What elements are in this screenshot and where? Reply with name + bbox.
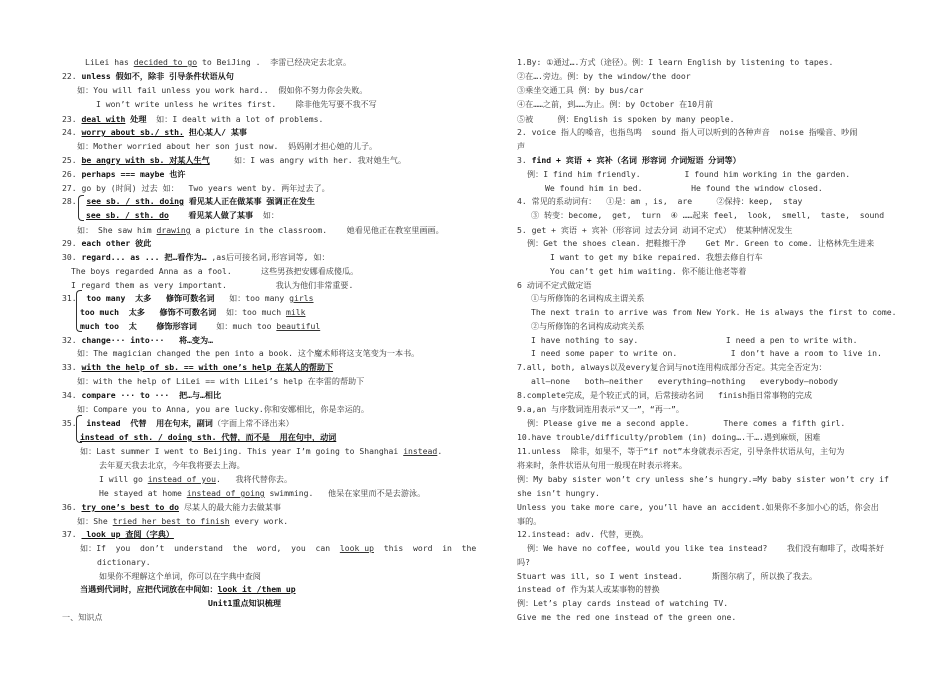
text-line	[517, 57, 833, 68]
text-segment: 5. get + 宾语 + 宾补（形容词 过去分词 动词不定式） 使某种情况发生	[517, 225, 793, 235]
text-segment: 事的。	[517, 516, 542, 526]
text-segment: tried her best to finish	[112, 516, 230, 526]
text-segment: instead of 作为某人或某事物的替换	[517, 584, 660, 594]
text-segment: 如：	[253, 210, 280, 220]
text-segment: regard... as ... 把…看作为…	[81, 252, 207, 262]
text-segment: 如：with the help of LiLei == with LiLei’s help 在李雷的帮助下	[77, 376, 365, 386]
text-segment: milk	[286, 307, 306, 317]
text-segment: see sb. / sth. doing	[86, 196, 184, 206]
text-line	[71, 266, 358, 277]
text-line	[62, 114, 323, 125]
text-line	[62, 252, 330, 263]
text-segment: 如：If you don’t understand the word, you can	[80, 543, 340, 553]
text-line	[545, 183, 823, 194]
text-line	[517, 114, 735, 125]
text-line	[517, 404, 684, 415]
text-segment: 22.	[62, 71, 82, 81]
text-segment: 例：We have no coffee, would you like tea instead? 我们没有咖啡了，改喝茶好	[527, 543, 884, 553]
text-segment: deal with	[81, 114, 126, 124]
text-segment: 4. 常见的系动词有： ①是：am ，is, are ②保持：keep, stay	[517, 196, 803, 206]
text-segment: Give me the red one instead of the green one.	[517, 612, 737, 622]
text-segment: with the help of sb. == with one’s help 在某人的帮助下	[81, 362, 334, 372]
text-line	[527, 418, 845, 429]
text-segment: beautiful	[276, 321, 321, 331]
text-segment: look it /them up	[217, 584, 296, 594]
text-line	[531, 376, 838, 387]
text-segment: 例：Please give me a second apple. There comes a fifth girl.	[527, 418, 846, 428]
text-line	[517, 516, 541, 527]
text-segment: 35.	[62, 418, 87, 428]
text-segment: 如：much too	[196, 321, 277, 331]
text-segment: much too 太 修饰形容词	[80, 321, 197, 331]
text-segment: 将来时，条件状语从句用一般现在时表示将来。	[517, 460, 687, 470]
text-line	[85, 57, 351, 68]
text-segment: 当遇到代词时，应把代词放在中间如：	[80, 584, 218, 594]
text-line	[62, 418, 294, 429]
text-segment: 25.	[62, 155, 82, 165]
text-segment: drawing	[156, 225, 191, 235]
text-line	[517, 502, 879, 513]
text-line	[80, 584, 296, 595]
text-segment: （字面上常不译出来）	[212, 418, 294, 428]
text-line	[62, 238, 151, 249]
text-segment: 如：Mother worried about her son just now. 妈妈刚才担心她的儿子。	[77, 141, 378, 151]
text-segment: 1.By: ①通过….方式（途径）。例：I learn English by listening to tapes.	[517, 57, 834, 67]
text-segment: 37.	[62, 529, 82, 539]
text-segment: I want to get my bike repaired. 我想去修自行车	[550, 252, 763, 262]
text-line	[77, 516, 288, 527]
text-segment: 如：too much	[216, 307, 286, 317]
text-segment: every work.	[229, 516, 289, 526]
text-segment: 23.	[62, 114, 82, 124]
text-line	[517, 488, 600, 499]
text-line	[517, 225, 792, 236]
text-segment: instead of you	[147, 474, 216, 484]
text-line	[517, 474, 889, 485]
text-segment: worry about sb./ sth.	[81, 127, 184, 137]
text-line	[531, 335, 857, 346]
text-segment: look up 查阅（字典）	[81, 529, 174, 539]
text-line	[550, 266, 746, 277]
text-segment: ⑤被 例：English is spoken by many people.	[517, 114, 735, 124]
text-line	[517, 390, 812, 401]
text-segment: Stuart was ill, so I went instead. 斯图尔病了，所以换了我去。	[517, 571, 818, 581]
text-segment: 处理	[125, 114, 152, 124]
text-line	[62, 183, 330, 194]
text-line	[517, 460, 687, 471]
text-segment: 29.	[62, 238, 82, 248]
text-line	[517, 557, 530, 568]
text-segment: 如：She	[77, 516, 113, 526]
text-segment: dictionary.	[97, 557, 151, 567]
text-segment: a picture in the classroom. 她看见他正在教室里画画。	[190, 225, 444, 235]
text-segment: I regard them as very important. 我认为他们非常重要.	[71, 280, 354, 290]
text-line	[62, 502, 281, 513]
text-segment: change··· into··· 将…变为…	[81, 335, 213, 345]
text-line	[517, 155, 741, 166]
text-segment: instead 代替 用在句末，副词	[86, 418, 213, 428]
text-line	[80, 432, 336, 443]
text-segment: 如：I dealt with a lot of problems.	[151, 114, 324, 124]
text-segment: instead	[403, 446, 438, 456]
text-segment: all—none both—neither everything—nothing everybody—nobody	[531, 376, 838, 386]
text-segment: this word in the	[373, 543, 477, 553]
text-line	[517, 99, 713, 110]
text-segment: see sb. / sth. do	[86, 210, 169, 220]
text-line	[517, 71, 691, 82]
text-line	[531, 293, 644, 304]
text-segment: ①与所修饰的名词构成主谓关系	[531, 293, 645, 303]
text-segment: 看见某人正在做某事 强调正在发生	[183, 196, 315, 206]
text-segment: ②在….旁边。例：by the window/the door	[517, 71, 691, 81]
text-segment: try one’s best to do	[81, 502, 179, 512]
text-line	[517, 584, 660, 595]
text-line	[62, 293, 314, 304]
text-segment: ,as后可接名词,形容词等, 如：	[206, 252, 330, 262]
text-line	[527, 169, 850, 180]
text-line	[77, 404, 369, 415]
text-segment: 声	[517, 141, 526, 151]
text-line	[517, 571, 817, 582]
text-line	[80, 446, 442, 457]
text-segment: 33.	[62, 362, 82, 372]
brace-31	[76, 290, 82, 332]
text-line	[517, 196, 802, 207]
text-line	[62, 390, 221, 401]
text-segment: 例：My baby sister won’t cry unless she’s hungry.=My baby sister won’t cry if	[517, 474, 889, 484]
text-line	[71, 280, 353, 291]
text-line	[77, 348, 419, 359]
text-segment: 36.	[62, 502, 82, 512]
text-segment: I need some paper to write on. I don’t have a room to live in.	[531, 348, 882, 358]
text-line	[208, 598, 281, 609]
text-segment: 例：Get the shoes clean. 把鞋擦干净 Get Mr. Green to come. 让格林先生进来	[527, 238, 875, 248]
text-line	[97, 557, 151, 568]
text-segment: instead of sth. / doing sth. 代替，而不是 用在句中，动词	[80, 432, 337, 442]
text-segment: ③乘坐交通工具 例：by bus/car	[517, 85, 644, 95]
text-segment: 如：I was angry with her. 我对她生气。	[209, 155, 407, 165]
text-line	[62, 71, 234, 82]
brace-35	[76, 415, 82, 443]
text-segment: 例：Let’s play cards instead of watching TV.	[517, 598, 729, 608]
text-segment: . 我将代替你去。	[215, 474, 293, 484]
text-line	[517, 612, 736, 623]
text-segment: 3.	[517, 155, 532, 165]
text-segment: We found him in bed. He found the window closed.	[545, 183, 823, 193]
text-segment: 11.unless 除非，如果不，等于“if not”本身就表示否定，引导条件状语从句，主句为	[517, 446, 845, 456]
text-segment: 6 动词不定式做定语	[517, 280, 592, 290]
text-segment: 34.	[62, 390, 82, 400]
text-segment: 26.	[62, 169, 82, 179]
text-line	[517, 280, 592, 291]
text-line	[77, 376, 364, 387]
text-segment: 如： She saw him	[77, 225, 157, 235]
text-segment: 例：I find him friendly. I found him working in the garden.	[527, 169, 851, 179]
text-segment: 尽某人的最大能力去做某事	[178, 502, 281, 512]
text-segment: 30.	[62, 252, 82, 262]
text-segment: 10.have trouble/difficulty/problem (in) doing….干….遇到麻烦，困难	[517, 432, 821, 442]
text-segment: I won’t write unless he writes first. 除非他先写要不我不写	[96, 99, 377, 109]
text-segment: The next train to arrive was from New York. He is always the first to come.	[531, 307, 897, 317]
text-segment: decided to go	[133, 57, 198, 67]
text-segment: 7.all, both, always以及every复合词与not连用构成部分否定。其完全否定为：	[517, 362, 827, 372]
text-segment: look up	[339, 543, 374, 553]
text-segment: perhaps === maybe 也许	[81, 169, 186, 179]
text-segment: 担心某人/ 某事	[183, 127, 248, 137]
text-line	[550, 252, 763, 263]
text-segment: ③ 转变：become, get, turn ④ ……起来 feel, look, smell, taste, sound	[531, 210, 885, 220]
text-segment: ④在……之前，到……为止。例：by October 在10月前	[517, 99, 714, 109]
text-segment: 24.	[62, 127, 82, 137]
text-line	[80, 307, 306, 318]
text-line	[62, 362, 333, 373]
text-segment: Unless you take more care, you’ll have an accident.如果你不多加小心的话，你会出	[517, 502, 879, 512]
text-segment: The boys regarded Anna as a fool. 这些男孩把安娜看成傻瓜。	[71, 266, 359, 276]
text-line	[62, 612, 102, 623]
text-segment: 如：too many	[214, 293, 290, 303]
text-segment: 32.	[62, 335, 82, 345]
text-segment: LiLei has	[85, 57, 134, 67]
text-segment: too many 太多 修饰可数名词	[86, 293, 215, 303]
text-segment: 如：The magician changed the pen into a book. 这个魔术师将这支笔变为一本书。	[77, 348, 420, 358]
text-segment: ②与所修饰的名词构成动宾关系	[531, 321, 645, 331]
text-line	[62, 196, 315, 207]
text-line	[517, 85, 643, 96]
text-segment: 吗?	[517, 557, 530, 567]
text-segment: 27. go by (时间) 过去 如： Two years went by. 两年过去了。	[62, 183, 330, 193]
text-segment: too much 太多 修饰不可数名词	[80, 307, 217, 317]
text-line	[517, 446, 844, 457]
text-segment: 去年夏天我去北京，今年我将要去上海。	[99, 460, 245, 470]
text-line	[62, 155, 406, 166]
text-segment: swimming. 他呆在家里而不是去游泳。	[264, 488, 426, 498]
text-line	[96, 99, 377, 110]
text-line	[517, 432, 821, 443]
text-line	[77, 141, 377, 152]
text-line	[517, 529, 648, 540]
text-line	[99, 571, 261, 582]
text-line	[99, 488, 425, 499]
text-line	[517, 127, 857, 138]
text-line	[527, 238, 874, 249]
brace-28	[78, 195, 84, 221]
text-line	[517, 141, 525, 152]
text-line	[531, 307, 896, 318]
text-segment: He stayed at home	[99, 488, 187, 498]
text-line	[77, 225, 444, 236]
text-segment: be angry with sb. 对某人生气	[81, 155, 210, 165]
text-line	[531, 210, 884, 221]
text-segment: Unit1重点知识梳理	[208, 598, 281, 608]
text-segment: .	[437, 446, 443, 456]
text-segment: 12.instead: adv. 代替，更换。	[517, 529, 649, 539]
text-line	[531, 348, 882, 359]
text-segment: I have nothing to say. I need a pen to write with.	[531, 335, 858, 345]
text-line	[99, 460, 245, 471]
text-segment: each other 彼此	[81, 238, 152, 248]
text-segment: 如：Compare you to Anna, you are lucky.你和安娜相比，你是幸运的。	[77, 404, 369, 414]
text-segment: 2. voice 指人的嗓音，也指鸟鸣 sound 指人可以听到的各种声音 noise 指噪音、吵闹	[517, 127, 858, 137]
text-line	[99, 474, 292, 485]
text-segment: compare ··· to ··· 把…与…相比	[81, 390, 222, 400]
text-segment: girls	[289, 293, 314, 303]
text-segment: unless 假如不，除非 引导条件状语从句	[81, 71, 234, 81]
text-segment: 31.	[62, 293, 87, 303]
text-segment: to BeiJing . 李雷已经决定去北京。	[197, 57, 352, 67]
text-segment: she isn’t hungry.	[517, 488, 600, 498]
text-line	[80, 321, 320, 332]
text-line	[62, 529, 174, 540]
text-line	[86, 210, 279, 221]
text-line	[517, 598, 728, 609]
text-line	[517, 362, 827, 373]
text-line	[527, 543, 884, 554]
text-segment: You can’t get him waiting. 你不能让他老等着	[550, 266, 747, 276]
text-line	[531, 321, 644, 332]
text-segment: 如果你不理解这个单词，你可以在字典中查阅	[99, 571, 261, 581]
text-segment: 8.complete完成，是个较正式的词，后常接动名词 finish指日常事物的完成	[517, 390, 812, 400]
text-segment: instead of going	[186, 488, 265, 498]
text-segment: find + 宾语 + 宾补（名词 形容词 介词短语 分词等）	[531, 155, 741, 165]
text-line	[80, 543, 476, 554]
text-segment: I will go	[99, 474, 148, 484]
text-segment: 9.a,an 与序数词连用表示“又一”，“再一”。	[517, 404, 684, 414]
text-segment: 看见某人做了某事	[168, 210, 254, 220]
text-segment: 一、知识点	[62, 612, 103, 622]
text-line	[62, 169, 185, 180]
text-segment: 如：You will fail unless you work hard.. 假如你不努力你会失败。	[77, 85, 368, 95]
text-line	[62, 335, 213, 346]
text-line	[62, 127, 247, 138]
text-segment: 如：Last summer I went to Beijing. This year I’m going to Shanghai	[80, 446, 404, 456]
text-segment: 28.	[62, 196, 87, 206]
text-line	[77, 85, 367, 96]
